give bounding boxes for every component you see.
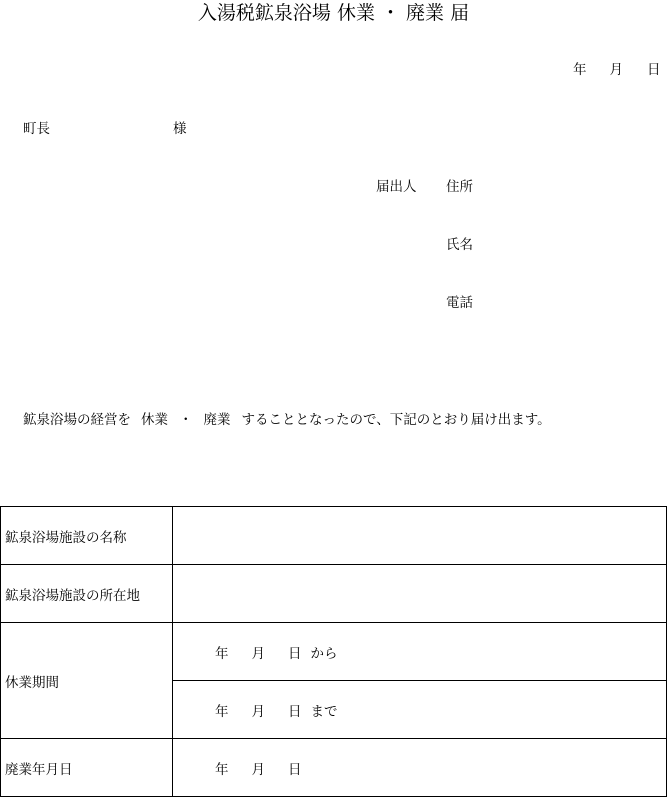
period-to-field[interactable]: [173, 681, 667, 739]
date-year: 年: [573, 62, 587, 78]
closure-date-day: 日: [288, 761, 302, 778]
applicant-phone-label: 電話: [446, 295, 473, 311]
table-row-closure-date: [1, 739, 667, 797]
form-table: [0, 506, 667, 797]
date-line: [573, 61, 661, 79]
applicant-name-label: 氏名: [446, 237, 473, 253]
period-from-year: 年: [215, 645, 229, 662]
period-from-suffix: から: [310, 645, 338, 662]
document-title: 入湯税鉱泉浴場 休業 ・ 廃業 届: [197, 2, 470, 24]
period-to-year: 年: [215, 703, 229, 720]
period-from-field[interactable]: [173, 623, 667, 681]
statement-suffix: することとなったので、下記のとおり届け出ます。: [241, 412, 551, 428]
statement: [23, 411, 551, 429]
period-to-suffix: まで: [310, 703, 338, 720]
statement-choice-close: 廃業: [203, 412, 231, 428]
period-from-month: 月: [251, 645, 265, 662]
closure-date-label: 廃業年月日: [1, 739, 173, 797]
statement-choice-suspend: 休業: [141, 412, 168, 428]
facility-name-field[interactable]: [173, 507, 667, 565]
closure-date-year: 年: [215, 761, 229, 778]
suspension-period-label: 休業期間: [1, 623, 173, 739]
period-from-day: 日: [288, 645, 302, 662]
table-row-period-from: [1, 623, 667, 681]
closure-date-month: 月: [251, 761, 265, 778]
statement-separator: ・: [179, 412, 193, 428]
table-row-facility-name: [1, 507, 667, 565]
table-row-facility-location: [1, 565, 667, 623]
facility-location-label: 鉱泉浴場施設の所在地: [1, 565, 173, 623]
period-to-month: 月: [251, 703, 265, 720]
addressee-name: 町長: [23, 121, 50, 137]
addressee-honorific: 様: [173, 121, 187, 137]
date-day: 日: [647, 62, 661, 78]
facility-location-field[interactable]: [173, 565, 667, 623]
applicant-address-label: 住所: [446, 179, 473, 195]
period-to-day: 日: [288, 703, 302, 720]
facility-name-label: 鉱泉浴場施設の名称: [1, 507, 173, 565]
applicant-label: 届出人: [376, 179, 417, 195]
date-month: 月: [609, 62, 623, 78]
closure-date-field[interactable]: [173, 739, 667, 797]
statement-prefix: 鉱泉浴場の経営を: [23, 412, 131, 428]
